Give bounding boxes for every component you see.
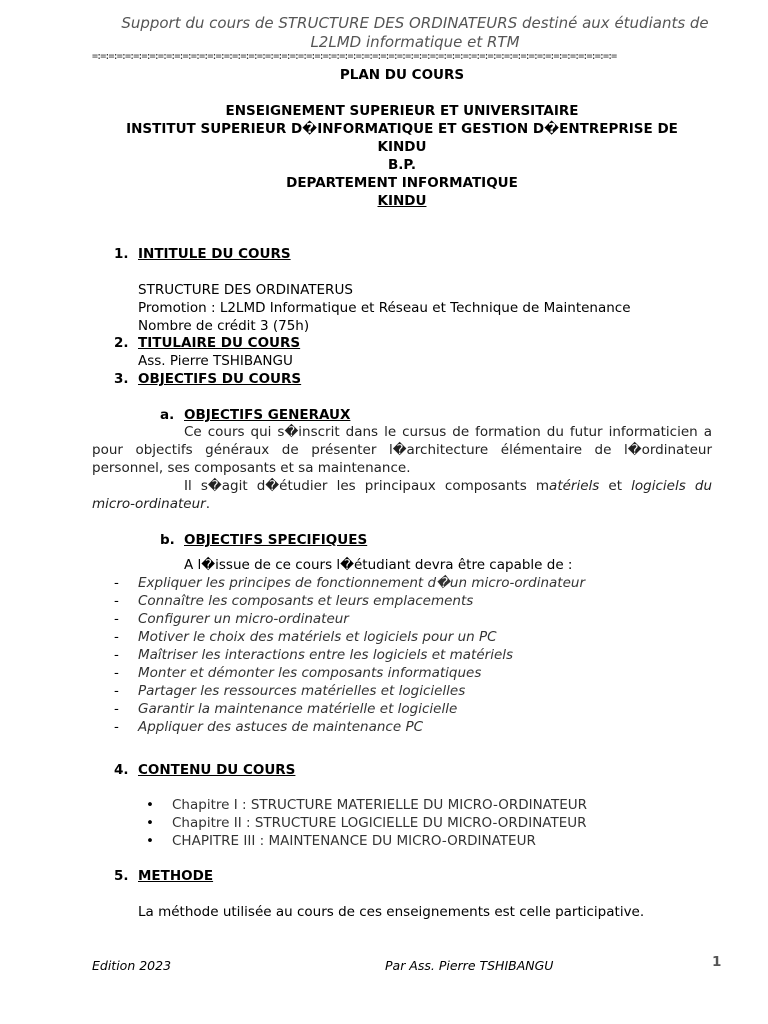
list-item: [146, 832, 587, 850]
list-item: [114, 718, 585, 736]
page-number: 1: [712, 954, 722, 970]
specific-objectives-list: [114, 574, 585, 736]
objective-text: Garantir la maintenance matérielle et logicielle: [138, 701, 458, 717]
chapter-text: Chapitre II : STRUCTURE LOGICIELLE DU MICRO-ORDINATEUR: [172, 815, 587, 831]
chapter-text: Chapitre I : STRUCTURE MATERIELLE DU MICRO-ORDINATEUR: [172, 797, 587, 813]
list-item: [114, 610, 585, 628]
para2-italic-2: logiciels du micro: [92, 478, 712, 512]
course-credits: Nombre de crédit 3 (75h): [138, 318, 310, 334]
dash-marker: -: [114, 719, 119, 735]
section-3-number: 3.: [114, 371, 129, 387]
section-4-title: CONTENU DU COURS: [138, 762, 296, 778]
header-rule: =:=:=:=:=:=:=:=:=:=:=:=:=:=:=:=:=:=:=:=:=:=:=:=:=:=:=:=:=:=:=:=:=:=:=:=:=:=:=:=:=:=:=:=:=:=:=:=:=:=:=:=:=:=:=:=:=:=:=:=:=:=:=:=: [92, 52, 616, 62]
general-objectives-paragraph: Ce cours qui s�inscrit dans le cursus de formation du futur informaticien a pour objectifs généraux de présenter l�architecture élémentaire de l�ordinateur personnel, ses composants et sa maintenance.: [92, 424, 712, 476]
chapters-list: [146, 796, 587, 850]
list-item: [114, 646, 585, 664]
list-item: [114, 592, 585, 610]
subsection-a-heading: [160, 406, 350, 424]
course-name: STRUCTURE DES ORDINATERUS: [138, 282, 353, 298]
section-1-heading: [114, 245, 291, 263]
list-item: [146, 814, 587, 832]
header-line-2: L2LMD informatique et RTM: [310, 33, 520, 51]
dash-marker: -: [114, 593, 119, 609]
dash-marker: -: [114, 665, 119, 681]
dash-marker: -: [114, 629, 119, 645]
subsection-b-heading: [160, 531, 367, 549]
list-item: [114, 574, 585, 592]
subsection-b-title: OBJECTIFS SPECIFIQUES: [184, 532, 368, 548]
institution-line-5: DEPARTEMENT INFORMATIQUE: [286, 175, 518, 191]
course-promotion: Promotion : L2LMD Informatique et Réseau et Technique de Maintenance: [138, 300, 631, 316]
section-5-number: 5.: [114, 868, 129, 884]
course-holder: Ass. Pierre TSHIBANGU: [138, 353, 293, 369]
section-3-heading: [114, 370, 301, 388]
para2-start: Il s�agit d�étudier les principaux composants m: [184, 478, 550, 494]
section-2-heading: [114, 334, 300, 352]
chapter-text: CHAPITRE III : MAINTENANCE DU MICRO-ORDINATEUR: [172, 833, 536, 849]
institution-line-4: B.P.: [388, 157, 416, 173]
section-4-number: 4.: [114, 762, 129, 778]
subsection-a-title: OBJECTIFS GENERAUX: [184, 407, 351, 423]
footer-edition: Edition 2023: [92, 958, 172, 973]
institution-line-2: INSTITUT SUPERIEUR D�INFORMATIQUE ET GESTION D�ENTREPRISE DE: [126, 121, 678, 137]
objective-text: Partager les ressources matérielles et logicielles: [138, 683, 466, 699]
list-item: [114, 628, 585, 646]
para2-italic-3: ordinateur: [135, 496, 206, 512]
dash-marker: -: [114, 575, 119, 591]
dash-marker: -: [114, 683, 119, 699]
section-4-heading: [114, 761, 295, 779]
section-3-title: OBJECTIFS DU COURS: [138, 371, 302, 387]
footer-author: Par Ass. Pierre TSHIBANGU: [385, 958, 554, 973]
para2-dash: -: [130, 496, 136, 512]
section-1-number: 1.: [114, 246, 129, 262]
bullet-marker: •: [146, 797, 154, 813]
dash-marker: -: [114, 611, 119, 627]
institution-line-3: KINDU: [377, 139, 427, 155]
para2-end: .: [205, 496, 210, 512]
page-header: [100, 14, 730, 52]
objective-text: Expliquer les principes de fonctionnement d�un micro-ordinateur: [138, 575, 586, 591]
dash-marker: -: [114, 701, 119, 717]
section-5-heading: [114, 867, 213, 885]
institution-line-1: ENSEIGNEMENT SUPERIEUR ET UNIVERSITAIRE: [225, 103, 579, 119]
subsection-a-letter: a.: [160, 407, 175, 423]
list-item: [146, 796, 587, 814]
list-item: [114, 664, 585, 682]
para2-italic-1: atériels: [549, 478, 600, 494]
objective-text: Connaître les composants et leurs emplacements: [138, 593, 474, 609]
bullet-marker: •: [146, 815, 154, 831]
institution-block: [92, 102, 712, 210]
bullet-marker: •: [146, 833, 154, 849]
dash-marker: -: [114, 647, 119, 663]
objective-text: Maîtriser les interactions entre les logiciels et matériels: [138, 647, 514, 663]
section-5-title: METHODE: [138, 868, 214, 884]
objective-text: Appliquer des astuces de maintenance PC: [138, 719, 424, 735]
plan-title: PLAN DU COURS: [339, 67, 465, 83]
specific-objectives-intro: A l�issue de ce cours l�étudiant devra être capable de :: [184, 557, 573, 573]
list-item: [114, 700, 585, 718]
subsection-b-letter: b.: [160, 532, 175, 548]
general-objectives-paragraph-2: [92, 477, 712, 513]
section-1-title: INTITULE DU COURS: [138, 246, 291, 262]
section-2-number: 2.: [114, 335, 129, 351]
para2-mid: et: [599, 478, 632, 494]
method-text: La méthode utilisée au cours de ces enseignements est celle participative.: [138, 904, 645, 920]
section-2-title: TITULAIRE DU COURS: [138, 335, 301, 351]
objective-text: Motiver le choix des matériels et logiciels pour un PC: [138, 629, 497, 645]
header-line-1: Support du cours de STRUCTURE DES ORDINATEURS destiné aux étudiants de: [121, 14, 709, 32]
institution-line-6: KINDU: [377, 193, 427, 209]
objective-text: Configurer un micro-ordinateur: [138, 611, 349, 627]
objective-text: Monter et démonter les composants informatiques: [138, 665, 482, 681]
list-item: [114, 682, 585, 700]
